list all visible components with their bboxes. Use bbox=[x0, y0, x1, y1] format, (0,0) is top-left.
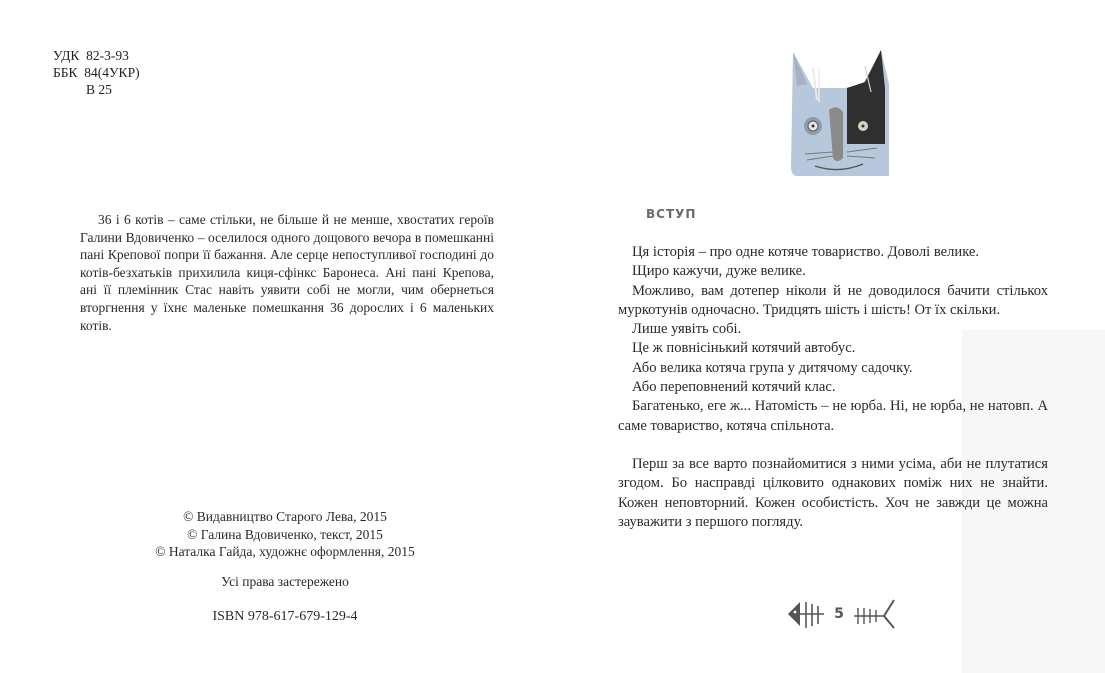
copyright-publisher: © Видавництво Старого Лева, 2015 bbox=[183, 509, 387, 524]
page-number-ornament bbox=[786, 594, 896, 634]
paragraph: Можливо, вам дотепер ніколи й не доводилося бачити стількох муркотунів одночасно. Тридцять шість і шість! От їх скільки. bbox=[618, 282, 1048, 318]
paragraph: Або переповнений котячий клас. bbox=[632, 379, 836, 396]
chapter-body bbox=[618, 243, 1048, 532]
paragraph: Багатенько, еге ж... Натомість – не юрба. Ні, не юрба, не натовп. А саме товариство, котяча спільнота. bbox=[618, 398, 1048, 434]
annotation bbox=[80, 211, 494, 334]
fish-bone-right-icon bbox=[852, 596, 896, 632]
paragraph: Щиро кажучи, дуже велике. bbox=[632, 263, 806, 280]
catalog-codes bbox=[53, 47, 140, 98]
paragraph: Перш за все варто познайомитися з ними усіма, аби не плутатися згодом. Бо насправді цілковито однакових поміж них не знайти. Кожен неповторний. Кожен особистість. Хоч не завжди це можна зауважити з першого погляду. bbox=[618, 455, 1048, 530]
paragraph: Ця історія – про одне котяче товариство. Доволі велике. bbox=[632, 244, 980, 260]
author-code: В 25 bbox=[86, 82, 112, 97]
paragraph: Або велика котяча група у дитячому садочку. bbox=[632, 359, 913, 376]
page-number: 5 bbox=[834, 606, 844, 622]
paragraph-gap bbox=[618, 436, 1048, 455]
copyright-block bbox=[110, 508, 460, 561]
copyright-design: © Наталка Гайда, художнє оформлення, 2015 bbox=[155, 544, 415, 559]
copyright-text: © Галина Вдовиченко, текст, 2015 bbox=[187, 526, 383, 542]
annotation-text: 36 і 6 котів – саме стільки, не більше й не менше, хвостатих героїв Галини Вдовиченко – оселилося одного дощового вечора в помешканні пані Крепової попри її бажання. Але серце непоступливої господині до котів-безхатьків прихилила киця-сфінкс Баронеса. Ані пані Крепова, ані її племінник Стас навіть уявити собі не могли, чим обернеться вторгнення у їхнє маленьке помешкання 36 дорослих і 6 маленьких котів. bbox=[80, 212, 494, 333]
chapter-title: ВСТУП bbox=[646, 207, 697, 221]
left-page bbox=[0, 0, 552, 673]
rights-reserved: Усі права застережено bbox=[221, 574, 349, 589]
isbn: ISBN 978-617-679-129-4 bbox=[212, 609, 358, 624]
fish-bone-left-icon bbox=[786, 596, 826, 632]
paragraph: Це ж повнісінький котячий автобус. bbox=[632, 340, 856, 357]
paragraph: Лише уявіть собі. bbox=[632, 321, 742, 338]
bbk-code: ББК 84(4УКР) bbox=[53, 65, 140, 80]
udk-code: УДК 82-3-93 bbox=[53, 48, 129, 63]
cat-face-icon bbox=[785, 48, 900, 180]
